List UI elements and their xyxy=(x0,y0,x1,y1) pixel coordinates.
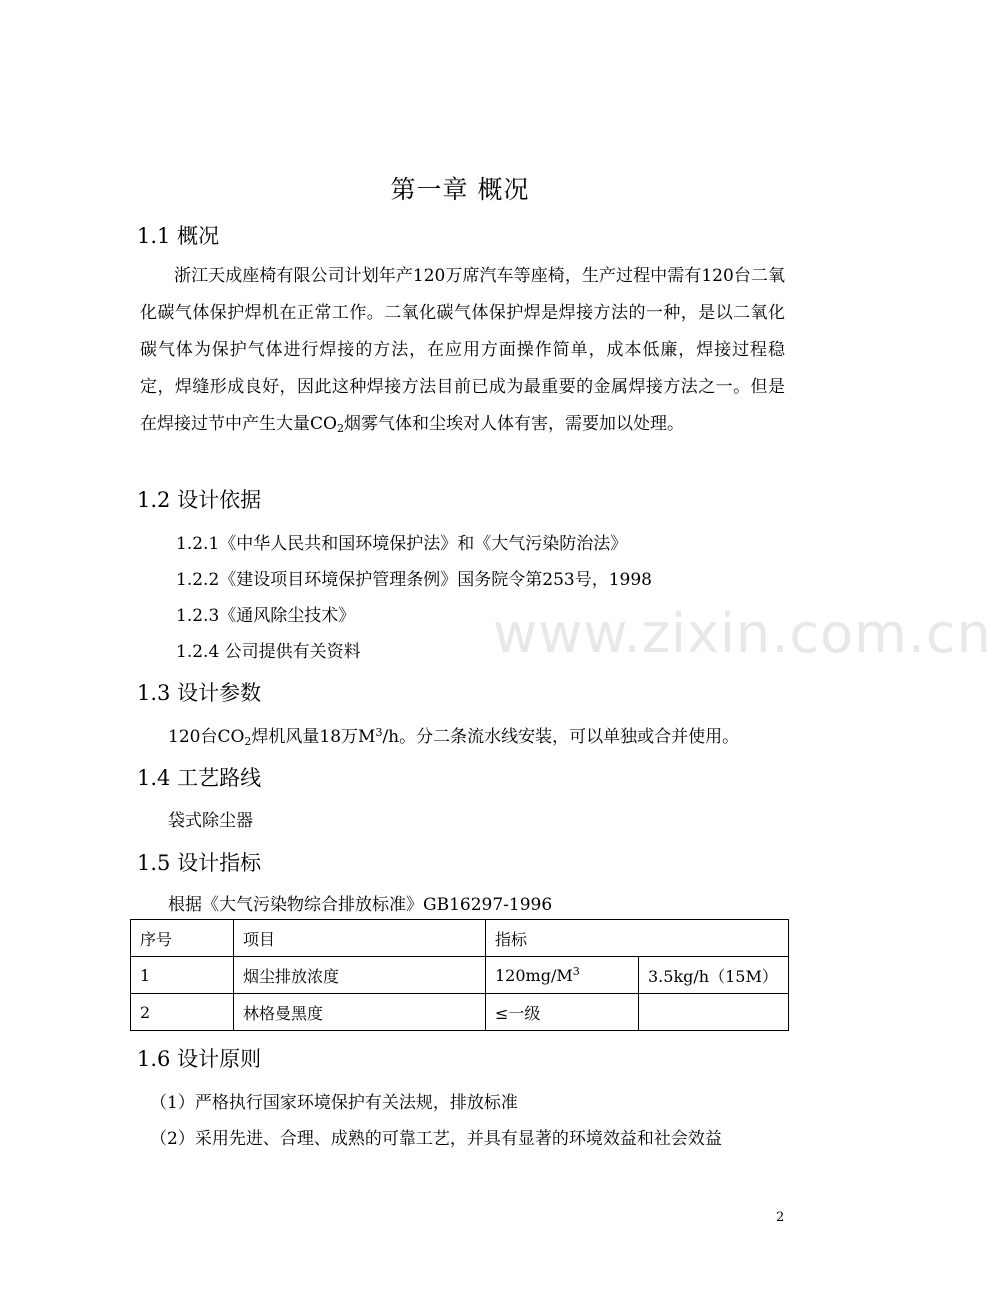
reference-item: 1.2.2《建设项目环境保护管理条例》国务院令第253号，1998 xyxy=(176,570,652,590)
page-number: 2 xyxy=(776,1210,785,1225)
emission-standards-table xyxy=(130,919,789,1031)
table-header-row xyxy=(131,920,789,957)
table-row xyxy=(131,957,789,994)
principle-item: （1）严格执行国家环境保护有关法规，排放标准 xyxy=(150,1093,518,1113)
section-1-4-title: 1.4 工艺路线 xyxy=(137,766,262,790)
table-cell: ≤一级 xyxy=(486,994,639,1031)
table-cell: 1 xyxy=(131,957,234,994)
section-1-2-title: 1.2 设计依据 xyxy=(137,488,262,512)
table-cell: 3.5kg/h（15M） xyxy=(639,957,789,994)
table-cell: 2 xyxy=(131,994,234,1031)
reference-item: 1.2.4 公司提供有关资料 xyxy=(176,642,361,662)
principle-item: （2）采用先进、合理、成熟的可靠工艺，并具有显著的环境效益和社会效益 xyxy=(150,1129,722,1149)
reference-item: 1.2.3《通风除尘技术》 xyxy=(176,606,356,626)
section-1-5-title: 1.5 设计指标 xyxy=(137,851,262,875)
header-cell-index: 指标 xyxy=(486,920,789,957)
standard-reference-text: 根据《大气污染物综合排放标准》GB16297-1996 xyxy=(168,895,553,915)
table-cell xyxy=(639,994,789,1031)
header-cell-item: 项目 xyxy=(234,920,486,957)
header-cell-no: 序号 xyxy=(131,920,234,957)
design-parameters-text: 120台$CO_2$焊机风量18万$M^3/h$。分二条流水线安装，可以单独或合并使用。 xyxy=(168,726,740,748)
chapter-title: 第一章 概况 xyxy=(390,175,530,204)
table-row xyxy=(131,994,789,1031)
section-1-1-title: 1.1 概况 xyxy=(137,224,220,248)
reference-item: 1.2.1《中华人民共和国环境保护法》和《大气污染防治法》 xyxy=(176,534,628,554)
section-1-1-paragraph: 浙江天成座椅有限公司计划年产120万席汽车等座椅，生产过程中需有120台二氧化碳气体保护焊机在正常工作。二氧化碳气体保护焊是焊接方法的一种，是以二氧化碳气体为保护气体进行焊接的方法，在应用方面操作简单，成本低廉，焊接过程稳定，焊缝形成良好，因此这种焊接方法目前已成为最重要的金属焊接方法之一。但是在焊接过节中产生大量$CO_2$烟雾气体和尘埃对人体有害，需要加以处理。 xyxy=(140,266,785,435)
table-cell: $120mg/M^3$ xyxy=(486,957,639,994)
table-cell: 林格曼黑度 xyxy=(234,994,486,1031)
table-cell: 烟尘排放浓度 xyxy=(234,957,486,994)
section-1-6-title: 1.6 设计原则 xyxy=(137,1047,262,1071)
section-1-3-title: 1.3 设计参数 xyxy=(137,681,262,705)
process-route-text: 袋式除尘器 xyxy=(168,811,253,831)
watermark: www.zixin.com.cn xyxy=(493,602,992,665)
